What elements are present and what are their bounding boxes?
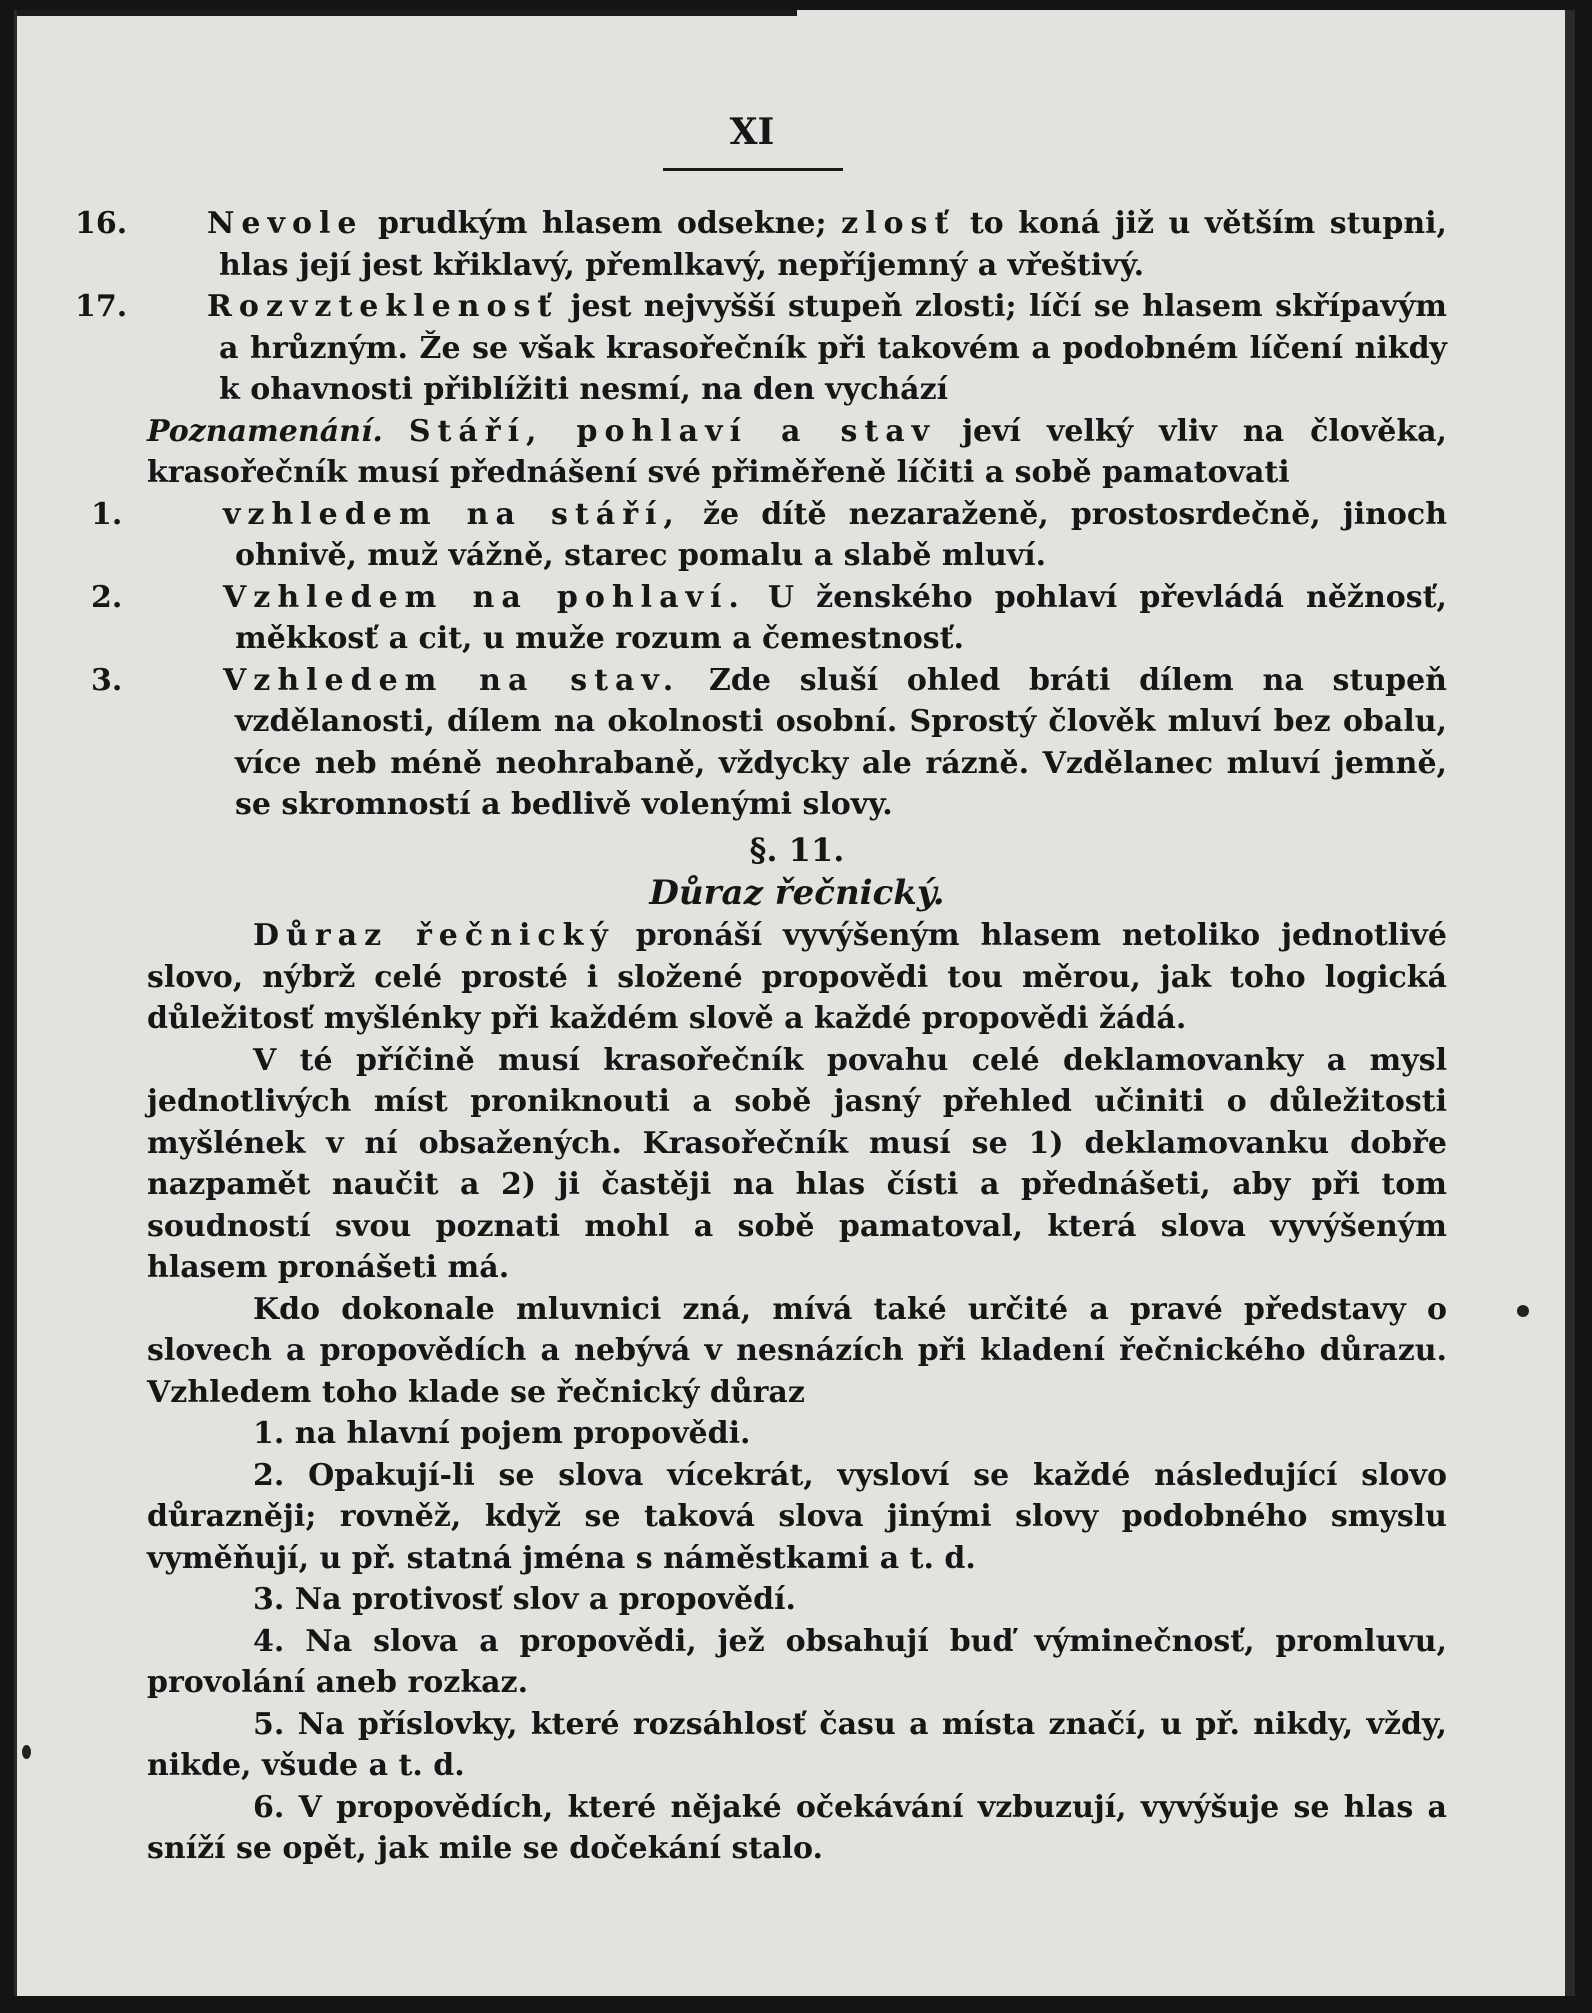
section-title: Důraz řečnický. [649, 873, 945, 913]
paragraph: V té příčině musí krasořečník povahu celé deklamovanky a mysl jednotlivých míst proniknouti a sobě jasný přehled učiniti o důležitosti myšlének v ní obsažených. Krasořečník musí se 1) deklamovanku dobře nazpamět naučit a 2) ji častěji na hlas čísti a přednášeti, aby při tom soudností svou poznati mohl a sobě pamatoval, která slova vyvýšeným hlasem pronášeti má. [147, 1042, 1447, 1285]
rule-item: 6. V propovědích, které nějaké očekávání vzbuzují, vyvýšuje se hlas a sníží se opět, jak mile se dočekání stalo. [147, 1789, 1447, 1866]
spaced-term: Důraz řečnický [253, 918, 615, 953]
rule-item: 3. Na protivosť slov a propovědí. [253, 1582, 796, 1617]
ink-speck [1517, 1305, 1529, 1317]
list-item: 1. vzhledem na stáří, že dítě nezaraženě, prostosrdečně, jinoch ohnivě, muž vážně, starec pomalu a slabě mluví. [91, 496, 1448, 573]
section-number: §. 11. [749, 830, 845, 869]
rule-item: 2. Opakují-li se slova vícekrát, vysloví se každé následující slovo důrazněji; rovněž, když se taková slova jinými slovy podobného smyslu vyměňují, u př. statná jména s náměstkami a t. d. [147, 1457, 1447, 1576]
page-edge-shadow [1565, 10, 1575, 1996]
ink-speck [22, 1745, 31, 1759]
spaced-term: Vzhledem na pohlaví. [223, 579, 746, 615]
page-edge-shadow [17, 10, 797, 16]
paragraph: Kdo dokonale mluvnici zná, mívá také určité a pravé představy o slovech a propovědích a nebývá v nesnázích při kladení řečnického důrazu. Vzhledem toho klade se řečnický důraz [147, 1291, 1447, 1410]
spaced-term: Nevole [207, 206, 364, 241]
list-item: 2. Vzhledem na pohlaví. U ženského pohlaví převládá něžnosť, měkkosť a cit, u muže rozum a čemestnosť. [91, 579, 1447, 656]
scanned-page [14, 10, 1575, 1996]
note-paragraph: Poznamenání. Stáří, pohlaví a stav jeví velký vliv na člověka, krasořečník musí přednášení své přiměřeně líčiti a sobě pamatovati [147, 413, 1447, 490]
list-item: 17. Rozvzteklenosť jest nejvyšší stupeň zlosti; líčí se hlasem skřípavým a hrůzným. Že se však krasořečník při takovém a podobném líčení nikdy k ohavnosti přiblížiti nesmí, na den vychází [75, 289, 1447, 407]
note-label: Poznamenání. [147, 413, 383, 449]
spaced-term: Stáří, pohlaví a stav [408, 413, 937, 449]
spaced-term: vzhledem na stáří, [223, 496, 681, 532]
paragraph: Důraz řečnický pronáší vyvýšeným hlasem netoliko jednotlivé slovo, nýbrž celé prosté i složené propovědi tou měrou, jak toho logická důležitosť myšlénky při každém slově a každé propovědi žádá. [147, 918, 1447, 1036]
page-number: XI [729, 111, 775, 153]
list-item: 16. Nevole prudkým hlasem odsekne; zlosť to koná již u větším stupni, hlas její jest křiklavý, přemlkavý, nepříjemný a vřeštivý. [75, 206, 1447, 283]
spaced-term: Vzhledem na stav. [223, 662, 681, 698]
rule-item: 4. Na slova a propovědi, jež obsahují buď výminečnosť, promluvu, provolání aneb rozkaz. [147, 1623, 1447, 1700]
rule-item: 5. Na příslovky, které rozsáhlosť času a místa značí, u př. nikdy, vždy, nikde, všude a t. d. [147, 1706, 1447, 1783]
rule-item: 1. na hlavní pojem propovědi. [253, 1416, 751, 1451]
spaced-term: Rozvzteklenosť [207, 289, 559, 324]
page-text [75, 110, 1448, 1870]
header-rule [663, 168, 843, 171]
list-item: 3. Vzhledem na stav. Zde sluší ohled bráti dílem na stupeň vzdělanosti, dílem na okolnosti osobní. Sprostý člověk mluví bez obalu, více neb méně neohrabaně, vždycky ale rázně. Vzdělanec mluví jemně, se skromností a bedlivě volenými slovy. [91, 662, 1447, 822]
spaced-term: zlosť [841, 206, 956, 241]
